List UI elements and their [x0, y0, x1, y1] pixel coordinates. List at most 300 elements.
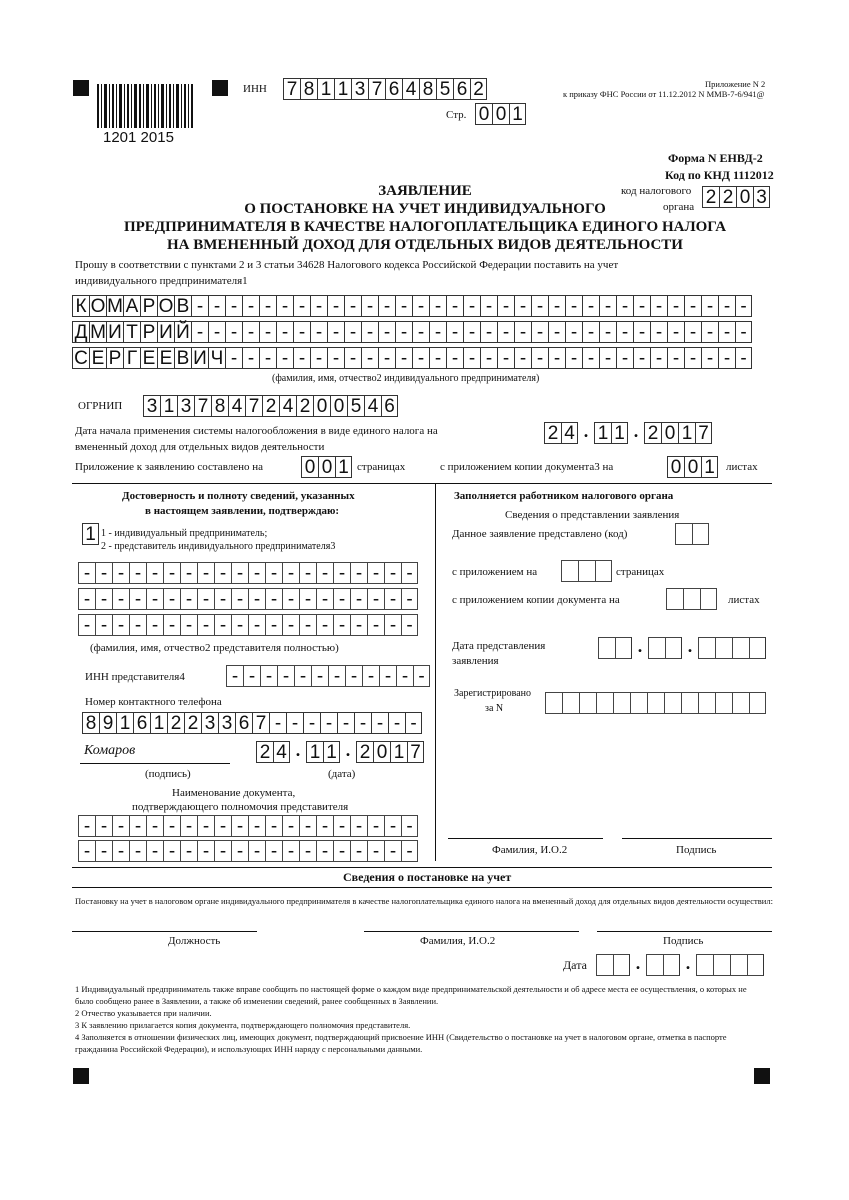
right-pages-label2: страницах [616, 566, 665, 578]
date-cell: 7 [407, 741, 424, 763]
footnote-2: 2 Отчество указывается при наличии. [75, 1008, 212, 1018]
inn-cells [283, 78, 487, 100]
char-cell: 4 [228, 395, 245, 417]
char-cell: - [231, 588, 248, 610]
title-line1: ЗАЯВЛЕНИЕ [378, 183, 472, 199]
char-cell: - [316, 588, 333, 610]
char-cell: - [361, 295, 378, 317]
char-cell: 2 [167, 712, 184, 734]
date-cell [732, 637, 749, 659]
sign-date-cells [256, 741, 424, 763]
char-cell: 2 [262, 395, 279, 417]
char-cell: Г [123, 347, 140, 369]
date-cell: 7 [695, 422, 712, 444]
char-cell: - [599, 295, 616, 317]
char-cell: - [333, 840, 350, 862]
char-cell: - [129, 614, 146, 636]
date-cell: 2 [356, 741, 373, 763]
date-cell [615, 637, 632, 659]
representative-caption: (фамилия, имя, отчество2 представителя полностью) [90, 642, 339, 654]
date-cell: 0 [661, 422, 678, 444]
date-cell [663, 954, 680, 976]
date-cell [646, 954, 663, 976]
char-cell: - [320, 712, 337, 734]
char-cell: - [316, 614, 333, 636]
char-cell: - [497, 347, 514, 369]
sign-line [622, 838, 772, 839]
ogrnip-cells [143, 395, 398, 417]
date-cell [696, 954, 713, 976]
char-cell: - [214, 815, 231, 837]
code-label: Данное заявление представлено (код) [452, 528, 628, 540]
char-cell: - [328, 665, 345, 687]
barcode [95, 84, 195, 128]
code-cells [675, 523, 709, 545]
char-cell: - [350, 562, 367, 584]
char-cell: 7 [283, 78, 300, 100]
char-cell: 1 [116, 712, 133, 734]
date-cell [665, 637, 682, 659]
char-cell: - [78, 614, 95, 636]
char-cell: - [650, 347, 667, 369]
char-cell: - [129, 562, 146, 584]
date-cell: 1 [323, 741, 340, 763]
registration-mark-bottom-right [754, 1068, 770, 1084]
char-cell: - [197, 588, 214, 610]
char-cell: - [701, 347, 718, 369]
appendix-line1: Приложение N 2 [705, 79, 766, 89]
char-cell: - [616, 295, 633, 317]
char-cell: - [345, 665, 362, 687]
char-cell: 4 [402, 78, 419, 100]
char-cell [578, 560, 595, 582]
ogrnip-label: ОГРНИП [78, 400, 123, 412]
char-cell: - [395, 321, 412, 343]
char-cell: - [684, 347, 701, 369]
footnote-3: 3 К заявлению прилагается копия документа, подтверждающего полномочия представителя. [75, 1020, 411, 1030]
char-cell: - [129, 815, 146, 837]
date-separator: . [685, 953, 691, 973]
appendix-line2: к приказу ФНС России от 11.12.2012 N ММВ-7-6/941@ [563, 89, 765, 99]
char-cell: - [197, 614, 214, 636]
char-cell: - [180, 840, 197, 862]
char-cell: - [531, 347, 548, 369]
char-cell: - [197, 562, 214, 584]
section-divider [435, 483, 436, 861]
char-cell: - [78, 588, 95, 610]
char-cell: - [112, 815, 129, 837]
char-cell: - [95, 588, 112, 610]
char-cell: - [565, 321, 582, 343]
copy-pages-label: листах [726, 461, 758, 473]
char-cell: - [269, 712, 286, 734]
date-submitted-label1: Дата представления [452, 640, 546, 652]
char-cell: - [337, 712, 354, 734]
registration-heading-line [72, 887, 772, 888]
char-cell: - [735, 347, 752, 369]
char-cell: - [633, 347, 650, 369]
char-cell: - [446, 321, 463, 343]
char-cell: - [367, 815, 384, 837]
char-cell: - [316, 815, 333, 837]
char-cell: - [333, 588, 350, 610]
footnote-4a: 4 Заполняется в отношении физических лиц, имеющих документ, подтверждающий присвоение ИНН (Свидетельство о постановке на учет в налоговом органе, отметка в паспорте [75, 1032, 727, 1042]
char-cell: - [565, 347, 582, 369]
sign-caption: (подпись) [145, 768, 191, 780]
char-cell: - [633, 295, 650, 317]
char-cell: - [225, 321, 242, 343]
char-cell: С [72, 347, 89, 369]
char-cell: - [163, 840, 180, 862]
char-cell: - [384, 562, 401, 584]
char-cell: - [548, 295, 565, 317]
char-cell: 7 [245, 395, 262, 417]
char-cell: - [667, 321, 684, 343]
char-cell: 0 [330, 395, 347, 417]
date-cell: 0 [373, 741, 390, 763]
registered-label1: Зарегистрировано [454, 688, 532, 699]
char-cell: - [282, 588, 299, 610]
char-cell [595, 560, 612, 582]
char-cell: - [95, 815, 112, 837]
signature: Комаров [84, 743, 136, 758]
char-cell: - [231, 840, 248, 862]
registration-date-label: Дата [563, 958, 587, 972]
char-cell: - [78, 840, 95, 862]
char-cell: - [582, 295, 599, 317]
date-cell: 1 [594, 422, 611, 444]
char-cell: - [303, 712, 320, 734]
char-cell: - [582, 321, 599, 343]
tax-authority-label2: органа [663, 201, 695, 213]
char-cell: - [191, 295, 208, 317]
char-cell: - [684, 295, 701, 317]
char-cell: - [95, 562, 112, 584]
char-cell [579, 692, 596, 714]
footnote-1b: было сообщено ранее в Заявлении, а также об изменении сведений, ранее сообщенных в Заявлении. [75, 996, 439, 1006]
char-cell: - [180, 588, 197, 610]
entrepreneur-caption: (фамилия, имя, отчество2 индивидуального предпринимателя) [272, 373, 540, 384]
registration-sign-caption: Подпись [663, 935, 704, 947]
right-copy-cells [666, 588, 717, 610]
char-cell [675, 523, 692, 545]
char-cell: - [146, 588, 163, 610]
registration-mark-top-mid [212, 80, 228, 96]
confirm-option1: 1 - индивидуальный предприниматель; [101, 528, 268, 539]
char-cell: - [344, 347, 361, 369]
char-cell: О [90, 295, 106, 317]
char-cell: 2 [184, 712, 201, 734]
document-cells-1 [78, 815, 418, 837]
char-cell: И [191, 347, 208, 369]
date-cell [730, 954, 747, 976]
date-separator: . [687, 636, 693, 656]
right-fio-caption: Фамилия, И.О.2 [492, 844, 568, 856]
confirm-code-cell [82, 523, 99, 545]
char-cell: Й [174, 321, 191, 343]
char-cell: - [146, 562, 163, 584]
char-cell: - [265, 815, 282, 837]
char-cell: - [293, 295, 310, 317]
char-cell: - [371, 712, 388, 734]
char-cell: 5 [347, 395, 364, 417]
char-cell: Д [72, 321, 89, 343]
attachment-label: Приложение к заявлению составлено на [75, 461, 264, 473]
char-cell: - [299, 815, 316, 837]
char-cell: - [480, 321, 497, 343]
date-cell [698, 637, 715, 659]
title-line2: О ПОСТАНОВКЕ НА УЧЕТ ИНДИВИДУАЛЬНОГО [244, 201, 606, 217]
char-cell: - [429, 321, 446, 343]
char-cell: - [225, 295, 242, 317]
char-cell [562, 692, 579, 714]
char-cell: - [514, 321, 531, 343]
char-cell: - [667, 295, 684, 317]
char-cell: - [350, 815, 367, 837]
char-cell: - [367, 840, 384, 862]
char-cell: Р [106, 347, 123, 369]
char-cell: - [265, 614, 282, 636]
char-cell: Е [140, 347, 157, 369]
char-cell: - [367, 614, 384, 636]
char-cell: - [350, 840, 367, 862]
char-cell: - [276, 347, 293, 369]
char-cell: Е [157, 347, 174, 369]
char-cell: 8 [82, 712, 99, 734]
char-cell: - [446, 295, 463, 317]
registered-label2: за N [485, 703, 504, 714]
char-cell: 8 [211, 395, 228, 417]
date-cell [715, 637, 732, 659]
char-cell: Е [89, 347, 106, 369]
char-cell: - [299, 840, 316, 862]
char-cell: - [231, 815, 248, 837]
doc-label1: Наименование документа, [172, 787, 296, 799]
char-cell: - [735, 295, 752, 317]
char-cell: - [514, 295, 531, 317]
char-cell: - [214, 588, 231, 610]
char-cell: - [401, 840, 418, 862]
position-caption: Должность [168, 935, 221, 947]
char-cell [732, 692, 749, 714]
signature-line [80, 763, 230, 764]
char-cell: - [701, 321, 718, 343]
registration-mark-bottom-left [73, 1068, 89, 1084]
right-heading: Заполняется работником налогового органа [454, 490, 674, 502]
char-cell: - [582, 347, 599, 369]
char-cell: 1 [701, 456, 718, 478]
char-cell: - [316, 562, 333, 584]
char-cell: 0 [667, 456, 684, 478]
char-cell: - [333, 815, 350, 837]
char-cell: - [684, 321, 701, 343]
char-cell: - [248, 840, 265, 862]
char-cell: - [248, 588, 265, 610]
char-cell [647, 692, 664, 714]
char-cell: - [299, 614, 316, 636]
date-cell [747, 954, 764, 976]
char-cell: - [259, 347, 276, 369]
char-cell: 6 [385, 78, 402, 100]
date-cell: 1 [306, 741, 323, 763]
char-cell: 8 [300, 78, 317, 100]
char-cell: - [78, 562, 95, 584]
char-cell: - [463, 347, 480, 369]
char-cell: - [146, 815, 163, 837]
char-cell: - [599, 321, 616, 343]
rep-inn-cells [226, 665, 430, 687]
date-cell [596, 954, 613, 976]
char-cell: - [412, 321, 429, 343]
char-cell: - [163, 588, 180, 610]
char-cell: - [367, 562, 384, 584]
char-cell: Т [123, 321, 140, 343]
char-cell: М [107, 295, 123, 317]
char-cell: - [401, 815, 418, 837]
char-cell: - [276, 295, 293, 317]
char-cell: 0 [492, 103, 509, 125]
footnote-4b: гражданина Российской Федерации), и использующих ИНН наряду с персональными данными. [75, 1044, 423, 1054]
date-caption: (дата) [328, 768, 356, 780]
char-cell: - [667, 347, 684, 369]
char-cell: - [260, 665, 277, 687]
char-cell: - [163, 815, 180, 837]
char-cell: О [158, 295, 174, 317]
char-cell: - [378, 347, 395, 369]
date-cell: 2 [256, 741, 273, 763]
char-cell: - [112, 614, 129, 636]
attachment-pages-label: страницах [357, 461, 406, 473]
char-cell: - [282, 815, 299, 837]
char-cell: И [157, 321, 174, 343]
date-separator: . [295, 740, 301, 760]
doc-label2: подтверждающего полномочия представителя [132, 801, 349, 813]
char-cell: 0 [318, 456, 335, 478]
char-cell: - [429, 295, 446, 317]
char-cell: - [650, 295, 667, 317]
char-cell: - [412, 295, 429, 317]
char-cell: - [361, 347, 378, 369]
char-cell: - [311, 665, 328, 687]
char-cell: - [163, 562, 180, 584]
char-cell: 5 [436, 78, 453, 100]
char-cell: - [401, 588, 418, 610]
char-cell: 2 [296, 395, 313, 417]
date-cell: 4 [561, 422, 578, 444]
char-cell: - [531, 321, 548, 343]
date-cell: 1 [611, 422, 628, 444]
intro-line1: Прошу в соответствии с пунктами 2 и 3 статьи 34628 Налогового кодекса Российской Федерации поставить на учет [75, 259, 619, 271]
char-cell: - [112, 562, 129, 584]
registration-text: Постановку на учет в налоговом органе индивидуального предпринимателя в качестве налогоплательщика единого налога на вмененный доход для отдельных видов деятельности осуществил: [75, 896, 773, 906]
char-cell: - [282, 614, 299, 636]
attachment-pages-cells [301, 456, 352, 478]
char-cell: 1 [317, 78, 334, 100]
char-cell: - [565, 295, 582, 317]
char-cell: - [354, 712, 371, 734]
char-cell: - [299, 562, 316, 584]
title-line3: ПРЕДПРИНИМАТЕЛЯ В КАЧЕСТВЕ НАЛОГОПЛАТЕЛЬЩИКА ЕДИНОГО НАЛОГА [123, 219, 727, 235]
date-cell [598, 637, 615, 659]
char-cell: - [384, 588, 401, 610]
char-cell: - [78, 815, 95, 837]
char-cell: 0 [301, 456, 318, 478]
date-cell: 2 [544, 422, 561, 444]
char-cell: - [446, 347, 463, 369]
char-cell: - [344, 321, 361, 343]
char-cell: 6 [453, 78, 470, 100]
char-cell: - [293, 321, 310, 343]
char-cell [715, 692, 732, 714]
char-cell: - [180, 562, 197, 584]
char-cell: - [180, 614, 197, 636]
char-cell: 1 [509, 103, 526, 125]
char-cell: - [333, 562, 350, 584]
page-cells [475, 103, 526, 125]
char-cell: 6 [133, 712, 150, 734]
char-cell: - [242, 321, 259, 343]
char-cell: 6 [235, 712, 252, 734]
representative-patronymic-cells [78, 614, 418, 636]
char-cell: - [208, 295, 225, 317]
char-cell: 1 [160, 395, 177, 417]
char-cell: - [242, 295, 259, 317]
inn-label: ИНН [243, 83, 267, 95]
date-cell: 4 [273, 741, 290, 763]
char-cell [681, 692, 698, 714]
date-cell: 1 [678, 422, 695, 444]
phone-label: Номер контактного телефона [85, 696, 222, 708]
char-cell: - [379, 665, 396, 687]
char-cell: - [388, 712, 405, 734]
char-cell: - [225, 347, 242, 369]
rep-inn-label: ИНН представителя4 [85, 671, 185, 683]
char-cell: - [286, 712, 303, 734]
char-cell: 6 [381, 395, 398, 417]
date-separator: . [583, 421, 589, 441]
date-cell [648, 637, 665, 659]
char-cell: - [231, 614, 248, 636]
char-cell: - [350, 588, 367, 610]
date-cell [613, 954, 630, 976]
char-cell: - [327, 347, 344, 369]
char-cell: - [401, 614, 418, 636]
char-cell: - [231, 562, 248, 584]
representative-name-cells [78, 588, 418, 610]
char-cell: - [497, 295, 514, 317]
char-cell: 7 [368, 78, 385, 100]
char-cell: - [395, 295, 412, 317]
date-cell [749, 637, 766, 659]
char-cell [561, 560, 578, 582]
surname-cells [72, 295, 752, 317]
char-cell: - [463, 295, 480, 317]
char-cell: - [531, 295, 548, 317]
char-cell: - [384, 614, 401, 636]
char-cell: - [299, 588, 316, 610]
char-cell: К [72, 295, 89, 317]
char-cell: 1 [82, 523, 99, 545]
char-cell: - [276, 321, 293, 343]
char-cell [545, 692, 562, 714]
date-submitted-label2: заявления [452, 655, 499, 667]
char-cell: Р [140, 295, 157, 317]
footnote-1a: 1 Индивидуальный предприниматель также вправе сообщить по настоящей форме о каждом виде предпринимательской деятельности и об адресе места ее осуществления, о которых не [75, 984, 747, 994]
char-cell: - [265, 562, 282, 584]
char-cell: - [395, 347, 412, 369]
char-cell: - [180, 815, 197, 837]
char-cell: 1 [334, 78, 351, 100]
